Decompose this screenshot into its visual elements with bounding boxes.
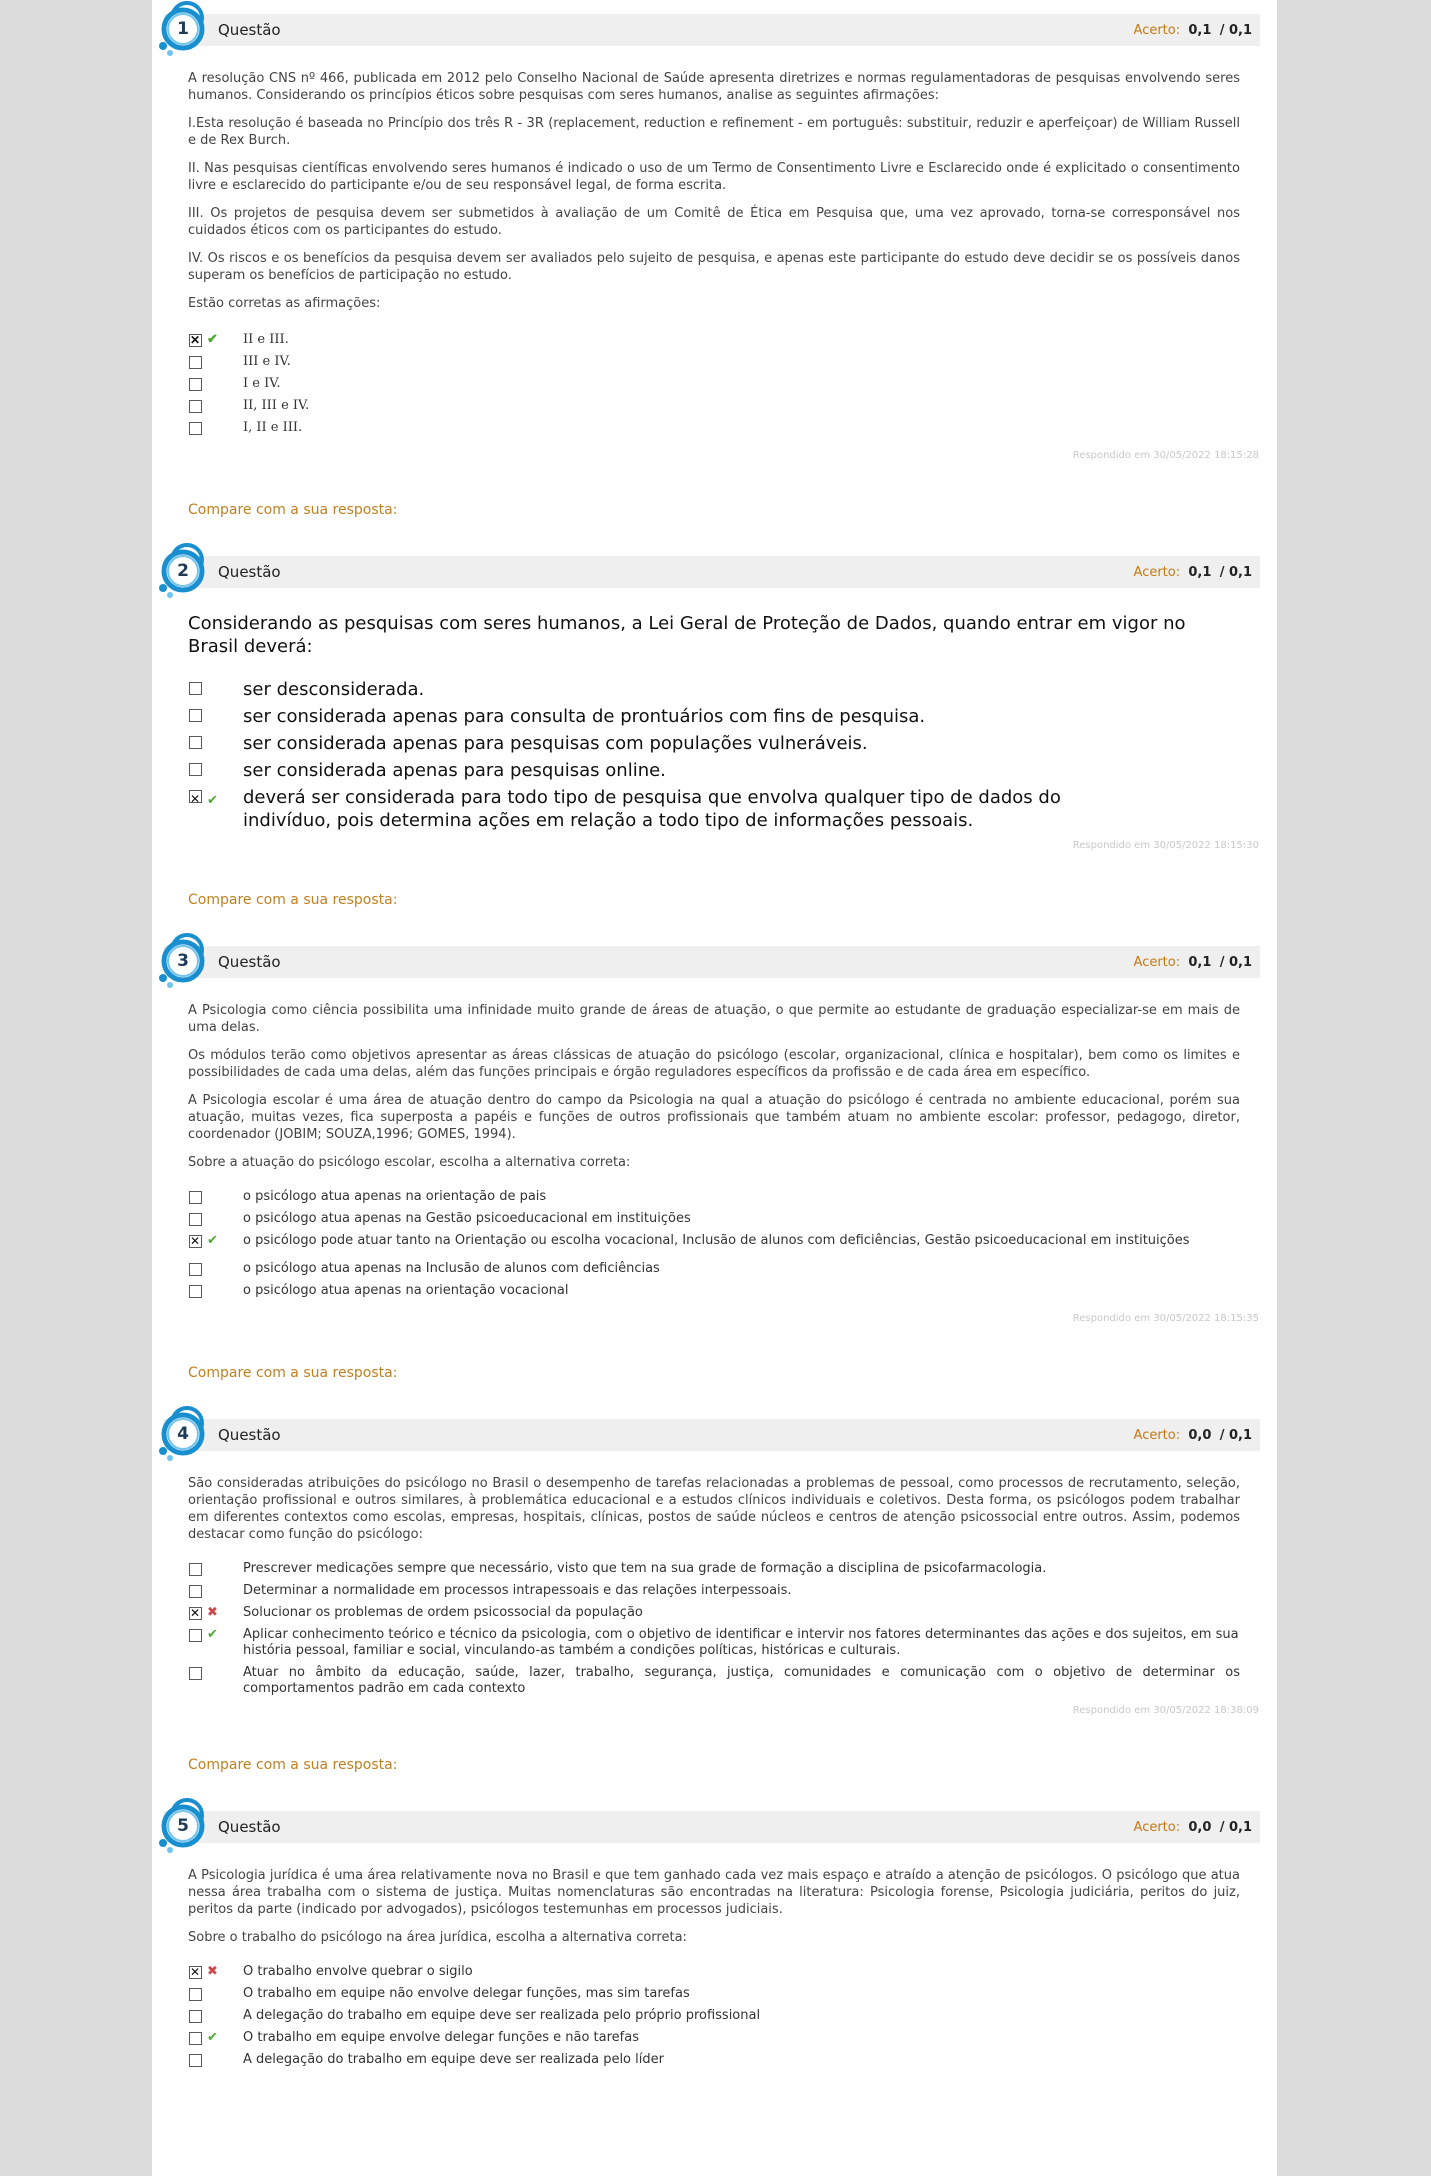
score: [1134, 23, 1252, 38]
options-list: [188, 332, 1240, 442]
question-paragraph: IV. Os riscos e os benefícios da pesquisa devem ser avaliados pelo sujeito de pesquisa, e apenas este participante do estudo deve decidir se os possíveis danos superam os benefícios de participação no estudo.: [188, 251, 1240, 283]
option-e[interactable]: [188, 420, 1240, 442]
option-text: O trabalho envolve quebrar o sigilo: [243, 1964, 473, 1979]
option-text: Solucionar os problemas de ordem psicossocial da população: [243, 1605, 643, 1620]
checkbox-icon[interactable]: [189, 1263, 202, 1276]
checkbox-icon[interactable]: [189, 1988, 202, 2001]
question-2: [152, 556, 1277, 908]
option-text: I e IV.: [243, 376, 281, 391]
correct-check-icon: ✔: [207, 1627, 218, 1642]
option-a[interactable]: [188, 1964, 1240, 1986]
score-max: / 0,1: [1219, 565, 1252, 580]
option-text: Aplicar conhecimento teórico e técnico da psicologia, com o objetivo de identificar e intervir nos fatores determinantes das ações e dos sujeitos, em sua história pessoal, familiar e social, vinculando-as também a condições políticas, históricas e culturais.: [243, 1627, 1239, 1658]
question-label: Questão: [218, 21, 281, 39]
score: [1134, 565, 1252, 580]
score: [1134, 955, 1252, 970]
score-value: 0,0: [1188, 1428, 1212, 1443]
answered-timestamp: Respondido em 30/05/2022 18:38:09: [1072, 1705, 1259, 1716]
score-max: / 0,1: [1219, 1820, 1252, 1835]
option-text: Determinar a normalidade em processos intrapessoais e das relações interpessoais.: [243, 1583, 792, 1598]
option-text: O trabalho em equipe não envolve delegar funções, mas sim tarefas: [243, 1986, 690, 2001]
question-number: 3: [177, 951, 189, 971]
option-e[interactable]: [188, 1665, 1240, 1697]
option-b[interactable]: [188, 1583, 1240, 1605]
question-body: [188, 978, 1240, 1305]
question-paragraph: Sobre o trabalho do psicólogo na área jurídica, escolha a alternativa correta:: [188, 1930, 687, 1945]
acerto-label: Acerto:: [1133, 1820, 1181, 1835]
question-label: Questão: [218, 563, 281, 581]
score-value: 0,0: [1188, 1820, 1212, 1835]
option-a[interactable]: [188, 1561, 1240, 1583]
score: [1134, 1820, 1252, 1835]
checkbox-checked-icon[interactable]: [189, 1235, 202, 1248]
question-number-badge-icon: [154, 1797, 212, 1855]
checkbox-icon[interactable]: [189, 1585, 202, 1598]
acerto-label: Acerto:: [1133, 565, 1181, 580]
question-5: [152, 1811, 1277, 2074]
question-header: [164, 946, 1260, 978]
checkbox-checked-icon[interactable]: [189, 1607, 202, 1620]
option-text: Atuar no âmbito da educação, saúde, lazer, trabalho, segurança, justiça, comunidades e comunicação com o objetivo de determinar os comportamentos padrão em cada contexto: [243, 1665, 1240, 1696]
question-paragraph: Estão corretas as afirmações:: [188, 296, 381, 311]
question-number-badge-icon: [154, 1405, 212, 1463]
option-c[interactable]: [188, 732, 1240, 759]
answered-timestamp: Respondido em 30/05/2022 18:15:28: [1072, 450, 1259, 461]
question-body: [188, 46, 1240, 442]
checkbox-checked-icon[interactable]: [189, 334, 202, 347]
checkbox-checked-icon[interactable]: [189, 1966, 202, 1979]
question-paragraph: A resolução CNS nº 466, publicada em 2012 pelo Conselho Nacional de Saúde apresenta diretrizes e normas regulamentadoras de pesquisas envolvendo seres humanos. Considerando os princípios éticos sobre pesquisas com seres humanos, analise as seguintes afirmações:: [188, 71, 1240, 103]
question-body: [188, 1451, 1240, 1697]
checkbox-icon[interactable]: [189, 1667, 202, 1680]
option-b[interactable]: [188, 705, 1240, 732]
option-b[interactable]: [188, 1986, 1240, 2008]
checkbox-icon[interactable]: [189, 1213, 202, 1226]
checkbox-icon[interactable]: [189, 356, 202, 369]
checkbox-icon[interactable]: [189, 763, 202, 776]
option-text: ser considerada apenas para consulta de prontuários com fins de pesquisa.: [243, 706, 926, 727]
checkbox-icon[interactable]: [189, 378, 202, 391]
compare-link[interactable]: Compare com a sua resposta:: [188, 502, 398, 518]
option-text: Prescrever medicações sempre que necessário, visto que tem na sua grade de formação a disciplina de psicofarmacologia.: [243, 1561, 1047, 1576]
option-text: o psicólogo atua apenas na Inclusão de alunos com deficiências: [243, 1261, 660, 1276]
option-text: II, III e IV.: [243, 398, 310, 413]
option-text: o psicólogo pode atuar tanto na Orientação ou escolha vocacional, Inclusão de alunos com deficiências, Gestão psicoeducacional em instituições: [243, 1233, 1190, 1248]
checkbox-icon[interactable]: [189, 1563, 202, 1576]
option-d[interactable]: [188, 398, 1240, 420]
option-c[interactable]: [188, 376, 1240, 398]
question-header: [164, 1419, 1260, 1451]
question-number: 4: [177, 1424, 189, 1444]
compare-link[interactable]: Compare com a sua resposta:: [188, 1757, 398, 1773]
compare-link[interactable]: Compare com a sua resposta:: [188, 1365, 398, 1381]
checkbox-icon[interactable]: [189, 1191, 202, 1204]
option-text: o psicólogo atua apenas na Gestão psicoeducacional em instituições: [243, 1211, 691, 1226]
question-header: [164, 556, 1260, 588]
checkbox-icon[interactable]: [189, 709, 202, 722]
answered-timestamp: Respondido em 30/05/2022 18:15:30: [1072, 840, 1259, 851]
question-1: [152, 14, 1277, 518]
question-label: Questão: [218, 1426, 281, 1444]
question-paragraph: Sobre a atuação do psicólogo escolar, escolha a alternativa correta:: [188, 1155, 631, 1170]
exam-page: [152, 0, 1277, 2176]
question-4: [152, 1419, 1277, 1773]
option-text: ser desconsiderada.: [243, 679, 425, 700]
question-number-badge-icon: [154, 932, 212, 990]
option-c[interactable]: [188, 1233, 1240, 1255]
checkbox-icon[interactable]: [189, 1285, 202, 1298]
option-text: III e IV.: [243, 354, 291, 369]
checkbox-icon[interactable]: [189, 1629, 202, 1642]
question-label: Questão: [218, 1818, 281, 1836]
question-body: [188, 588, 1240, 832]
question-paragraph: Considerando as pesquisas com seres humanos, a Lei Geral de Proteção de Dados, quando entrar em vigor no Brasil deverá:: [188, 613, 1186, 657]
wrong-x-icon: ✖: [207, 1964, 218, 1979]
option-d[interactable]: [188, 2030, 1240, 2052]
option-a[interactable]: [188, 678, 1240, 705]
question-paragraph: A Psicologia como ciência possibilita uma infinidade muito grande de áreas de atuação, o que permite ao estudante de graduação especializar-se em mais de uma delas.: [188, 1003, 1240, 1035]
option-a[interactable]: [188, 1189, 1240, 1211]
question-body: [188, 1843, 1240, 2074]
question-paragraph: I.Esta resolução é baseada no Princípio dos três R - 3R (replacement, reduction e refinement - em português: substituir, reduzir e aperfeiçoar) de William Russell e de Rex Burch.: [188, 116, 1240, 148]
checkbox-icon[interactable]: [189, 2010, 202, 2023]
question-paragraph: II. Nas pesquisas científicas envolvendo seres humanos é indicado o uso de um Termo de Consentimento Livre e Esclarecido onde é explicitado o consentimento livre e esclarecido do participante e/ou de seu responsável legal, de forma escrita.: [188, 161, 1240, 193]
option-e[interactable]: [188, 1283, 1240, 1305]
question-paragraph: A Psicologia escolar é uma área de atuação dentro do campo da Psicologia na qual a atuação do psicólogo é centrada no ambiente educacional, porém sua atuação, muitas vezes, fica superposta a papéis e funções de outros profissionais que também atuam no ambiente escolar: professor, pedagogo, diretor, coordenador (JOBIM; SOUZA,1996; GOMES, 1994).: [188, 1093, 1240, 1142]
score-value: 0,1: [1188, 23, 1212, 38]
score-max: / 0,1: [1219, 23, 1252, 38]
score-max: / 0,1: [1219, 955, 1252, 970]
question-number-badge-icon: [154, 0, 212, 58]
correct-check-icon: ✔: [207, 332, 218, 347]
question-3: [152, 946, 1277, 1381]
correct-check-icon: ✔: [207, 2030, 218, 2045]
compare-link[interactable]: Compare com a sua resposta:: [188, 892, 398, 908]
answered-timestamp: Respondido em 30/05/2022 18:15:35: [1072, 1313, 1259, 1324]
option-text: II e III.: [243, 332, 289, 347]
checkbox-icon[interactable]: [189, 422, 202, 435]
checkbox-icon[interactable]: [189, 682, 202, 695]
question-header: [164, 14, 1260, 46]
checkbox-icon[interactable]: [189, 736, 202, 749]
wrong-x-icon: ✖: [207, 1605, 218, 1620]
score-value: 0,1: [1188, 955, 1212, 970]
option-e[interactable]: [188, 2052, 1240, 2074]
correct-check-icon: ✔: [207, 1233, 218, 1248]
option-text: O trabalho em equipe envolve delegar funções e não tarefas: [243, 2030, 639, 2045]
option-text: deverá ser considerada para todo tipo de pesquisa que envolva qualquer tipo de dados do indivíduo, pois determina ações em relação a todo tipo de informações pessoais.: [243, 787, 1061, 831]
option-c[interactable]: [188, 1605, 1240, 1627]
option-c[interactable]: [188, 2008, 1240, 2030]
option-text: ser considerada apenas para pesquisas com populações vulneráveis.: [243, 733, 868, 754]
question-label: Questão: [218, 953, 281, 971]
score-value: 0,1: [1188, 565, 1212, 580]
options-list: [188, 678, 1240, 832]
option-text: o psicólogo atua apenas na orientação vocacional: [243, 1283, 569, 1298]
score: [1134, 1428, 1252, 1443]
option-text: I, II e III.: [243, 420, 303, 435]
acerto-label: Acerto:: [1133, 23, 1181, 38]
option-a[interactable]: [188, 332, 1240, 354]
option-text: ser considerada apenas para pesquisas online.: [243, 760, 666, 781]
question-number: 1: [177, 19, 189, 39]
question-number: 5: [177, 1816, 189, 1836]
option-b[interactable]: [188, 1211, 1240, 1233]
options-list: [188, 1561, 1240, 1697]
correct-check-icon: ✔: [207, 793, 218, 808]
acerto-label: Acerto:: [1133, 955, 1181, 970]
question-paragraph: A Psicologia jurídica é uma área relativamente nova no Brasil e que tem ganhado cada vez mais espaço e atraído a atenção de psicólogos. O psicólogo que atua nessa área trabalha com o sistema de justiça. Muitas nomenclaturas são encontradas na literatura: Psicologia forense, Psicologia judiciária, peritos do juiz, peritos da parte (indicado por advogados), psicólogos testemunhas em processos judiciais.: [188, 1868, 1240, 1917]
question-number: 2: [177, 561, 189, 581]
options-list: [188, 1189, 1240, 1305]
question-header: [164, 1811, 1260, 1843]
question-paragraph: Os módulos terão como objetivos apresentar as áreas clássicas de atuação do psicólogo (escolar, organizacional, clínica e hospitalar), bem como os limites e possibilidades de cada uma delas, além das funções principais e órgão reguladores específicos da profissão e de cada área em específico.: [188, 1048, 1240, 1080]
option-text: A delegação do trabalho em equipe deve ser realizada pelo próprio profissional: [243, 2008, 761, 2023]
option-text: o psicólogo atua apenas na orientação de pais: [243, 1189, 547, 1204]
checkbox-icon[interactable]: [189, 2032, 202, 2045]
checkbox-icon[interactable]: [189, 400, 202, 413]
score-max: / 0,1: [1219, 1428, 1252, 1443]
question-paragraph: São consideradas atribuições do psicólogo no Brasil o desempenho de tarefas relacionadas a problemas de pessoal, como processos de recrutamento, seleção, orientação profissional e outros similares, à problemática educacional e a estudos clínicos individuais e coletivos. Desta forma, os psicólogos podem trabalhar em diferentes contextos como escolas, empresas, hospitais, clínicas, postos de saúde núcleos e centros de atenção psicossocial entre outros. Assim, podemos destacar como função do psicólogo:: [188, 1476, 1240, 1542]
option-d[interactable]: [188, 1261, 1240, 1283]
checkbox-icon[interactable]: [189, 2054, 202, 2067]
option-d[interactable]: [188, 1627, 1240, 1659]
checkbox-checked-icon[interactable]: [189, 790, 202, 803]
option-e[interactable]: [188, 786, 1240, 832]
question-number-badge-icon: [154, 542, 212, 600]
options-list: [188, 1964, 1240, 2074]
option-d[interactable]: [188, 759, 1240, 786]
option-b[interactable]: [188, 354, 1240, 376]
option-text: A delegação do trabalho em equipe deve ser realizada pelo líder: [243, 2052, 664, 2067]
acerto-label: Acerto:: [1133, 1428, 1181, 1443]
question-paragraph: III. Os projetos de pesquisa devem ser submetidos à avaliação de um Comitê de Ética em Pesquisa que, uma vez aprovado, torna-se corresponsável nos cuidados éticos com os participantes do estudo.: [188, 206, 1240, 238]
